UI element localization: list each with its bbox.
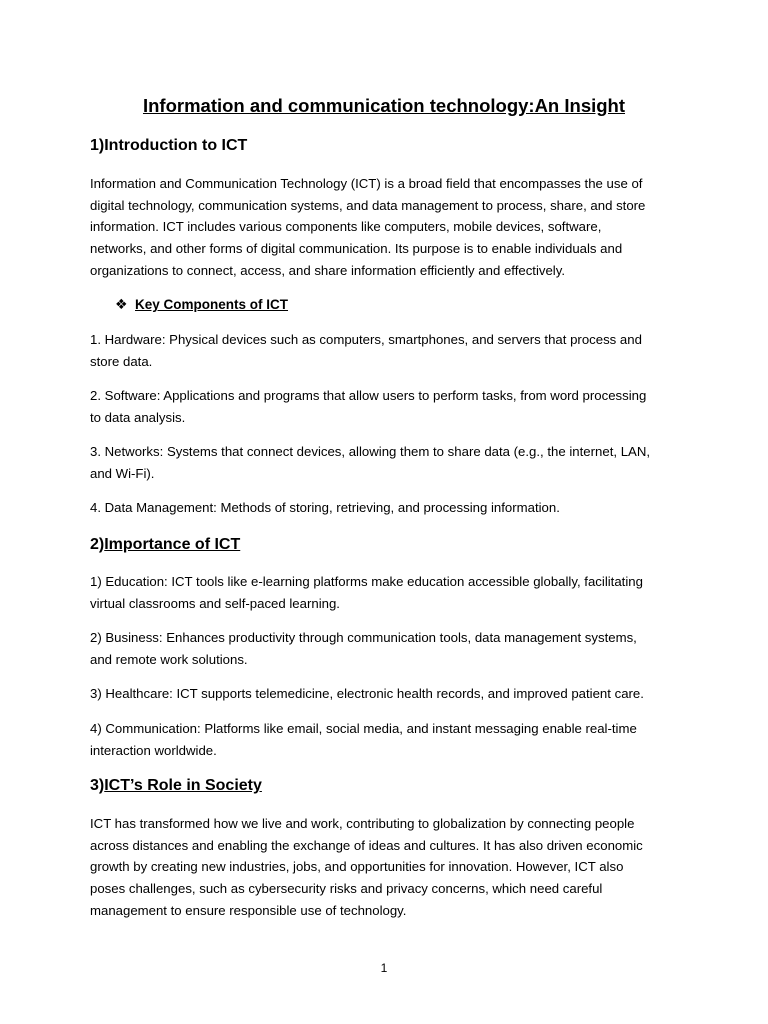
section-heading-role-in-society (90, 776, 262, 796)
section-heading-introduction (90, 136, 247, 156)
list-item-data-management: 4. Data Management: Methods of storing, retrieving, and processing information. (90, 500, 560, 515)
section-number: 2) (90, 536, 105, 553)
list-item-communication: 4) Communication: Platforms like email, social media, and instant messaging enable real-time interaction worldwide. (90, 721, 637, 758)
diamond-bullet-icon: ❖ (115, 296, 128, 312)
section-heading-importance (90, 535, 240, 555)
subheading-key-components (115, 295, 288, 314)
list-item-networks: 3. Networks: Systems that connect devices, allowing them to share data (e.g., the internet, LAN, and Wi-Fi). (90, 444, 651, 481)
document-title: Information and communication technology:An Insight (142, 95, 626, 116)
section-title: ICT’s Role in Society (104, 777, 262, 794)
society-paragraph: ICT has transformed how we live and work, contributing to globalization by connecting people across distances and enabling the exchange of ideas and cultures. It has also driven economic growth by creating new industries, jobs, and opportunities for innovation. However, ICT also poses challenges, such as cybersecurity risks and privacy concerns, which need careful management to ensure responsible use of technology. (90, 816, 643, 918)
list-item-healthcare: 3) Healthcare: ICT supports telemedicine, electronic health records, and improved patient care. (90, 686, 644, 701)
page-number: 1 (380, 961, 388, 975)
list-item-education: 1) Education: ICT tools like e-learning platforms make education accessible globally, facilitating virtual classrooms and self-paced learning. (90, 574, 643, 611)
subheading-text: Key Components of ICT (135, 297, 289, 312)
list-item-software: 2. Software: Applications and programs that allow users to perform tasks, from word processing to data analysis. (90, 388, 647, 425)
intro-paragraph: Information and Communication Technology (ICT) is a broad field that encompasses the use of digital technology, communication systems, and data management to process, share, and store information. ICT includes various components like computers, mobile devices, software, networks, and other forms of digital communication. Its purpose is to enable individuals and organizations to connect, access, and share information efficiently and effectively. (90, 176, 646, 278)
list-item-business: 2) Business: Enhances productivity through communication tools, data management systems, and remote work solutions. (90, 630, 637, 667)
section-number: 1) (90, 137, 105, 154)
section-number: 3) (90, 777, 105, 794)
list-item-hardware: 1. Hardware: Physical devices such as computers, smartphones, and servers that process and store data. (90, 332, 642, 369)
section-title: Introduction to ICT (104, 137, 248, 154)
section-title: Importance of ICT (104, 536, 241, 553)
